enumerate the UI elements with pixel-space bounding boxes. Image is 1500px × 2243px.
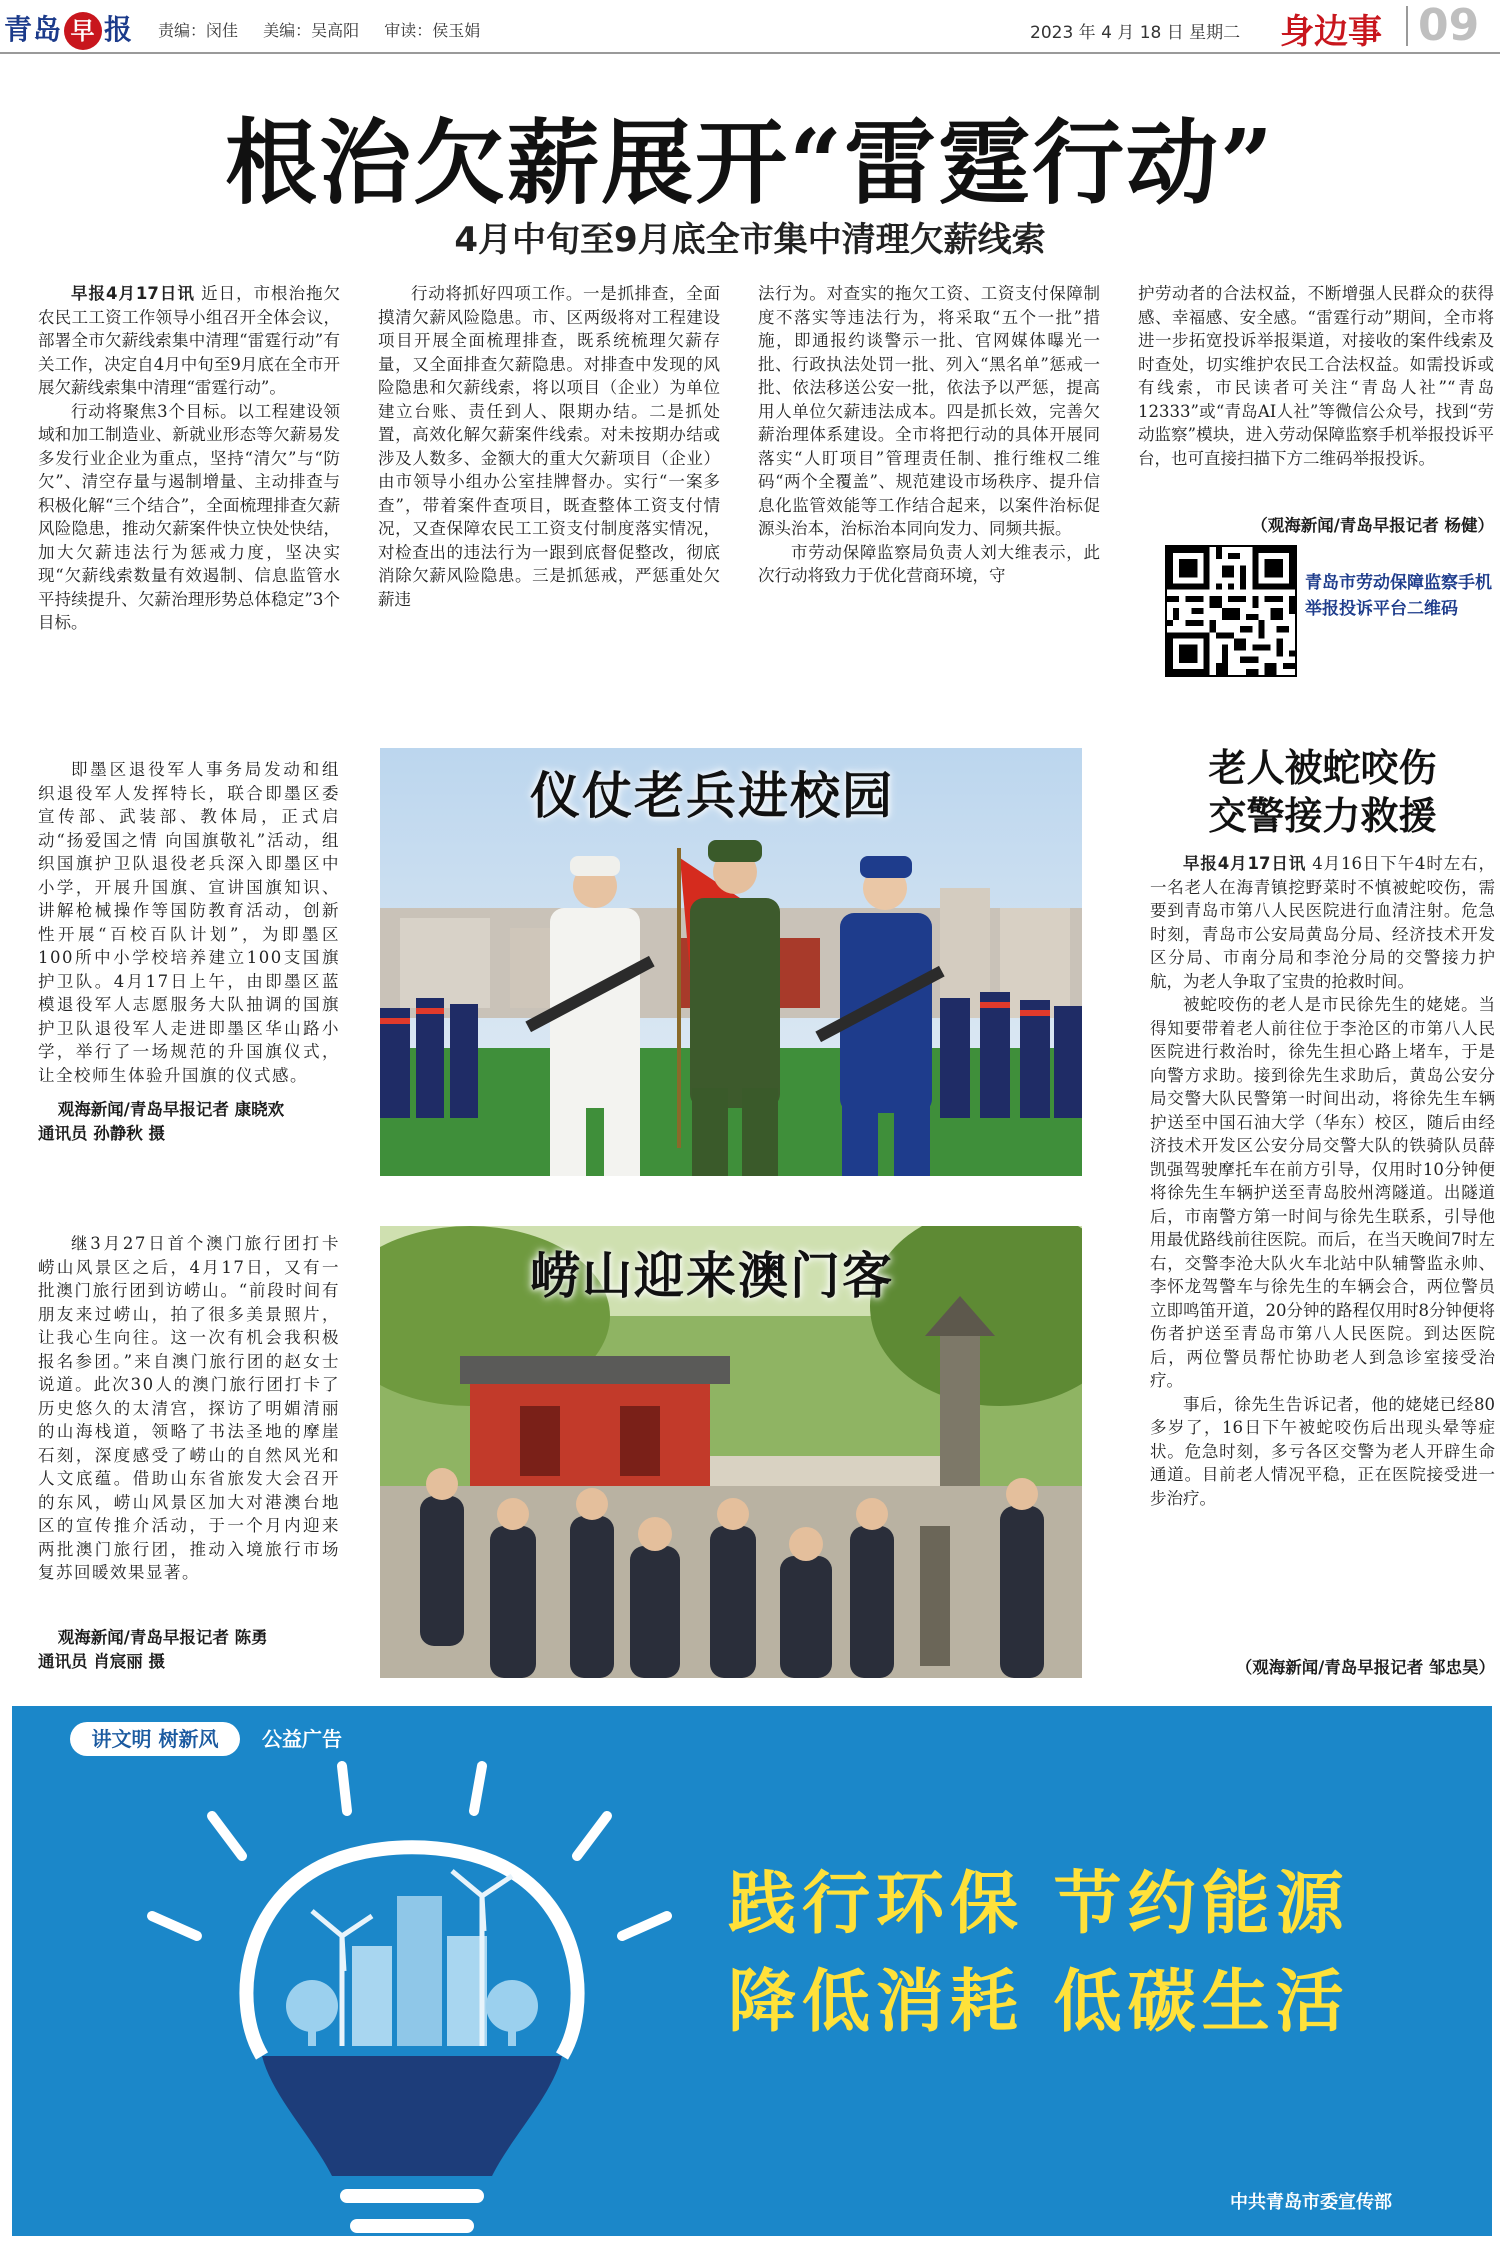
header-divider [1406, 6, 1408, 46]
lead-column-2 [378, 282, 720, 682]
paragraph [758, 282, 1100, 541]
lead-column-4 [1138, 282, 1494, 502]
veterans-byline [38, 1098, 340, 1146]
paragraph [1150, 852, 1495, 993]
byline-correspondent: 通讯员 肖宸丽 摄 [38, 1652, 165, 1671]
paragraph-text: 即墨区退役军人事务局发动和组织退役军人发挥特长，联合即墨区委宣传部、武装部、教体局，正式启动“扬爱国之情 向国旗敬礼”活动，组织国旗护卫队退役老兵深入即墨区中小学，开展升国旗、宣讲国旗知识、讲解枪械操作等国防教育活动，创新性开展“百校百队计划”，为即墨区100所中小学校培养建立100支国旗护卫队。4月17日上午，由即墨区蓝模退役军人志愿服务大队抽调的国旗护卫队退役军人走进即墨区华山路小学，举行了一场规范的升国旗仪式，让全校师生体验升国旗的仪式感。 [38, 760, 340, 1085]
ad-slogan-line-2: 降低消耗 低碳生活 [728, 1963, 1350, 2042]
paragraph [1138, 282, 1494, 470]
macau-text [38, 1232, 340, 1624]
paragraph [38, 282, 340, 400]
snake-title-line-1: 老人被蛇咬伤 [1208, 745, 1437, 790]
macau-byline [38, 1626, 340, 1674]
paragraph [38, 758, 340, 1087]
lead-column-1 [38, 282, 340, 682]
ad-slogan-line-1: 践行环保 节约能源 [728, 1865, 1350, 1944]
paragraph [378, 282, 720, 611]
veterans-text [38, 758, 340, 1098]
ad-campaign-tag: 讲文明 树新风 [70, 1722, 240, 1756]
paragraph-text: 近日，市根治拖欠农民工工资工作领导小组召开全体会议，部署全市欠薪线索集中清理“雷霆行动”有关工作，决定自4月中旬至9月底在全市开展欠薪线索集中清理“雷霆行动”。 [38, 284, 340, 397]
byline-correspondent: 通讯员 孙静秋 摄 [38, 1124, 165, 1143]
ad-type-label: 公益广告 [262, 1727, 342, 1751]
qr-caption: 青岛市劳动保障监察手机举报投诉平台二维码 [1305, 573, 1492, 619]
veterans-photo-title: 仪仗老兵进校园 [530, 766, 894, 825]
paragraph-text: 护劳动者的合法权益，不断增强人民群众的获得感、幸福感、安全感。“雷霆行动”期间，全市将进一步拓宽投诉举报渠道，对接收的案件线索及时查处，切实维护农民工合法权益。如需投诉或有线索，市民读者可关注“青岛人社”“青岛12333”或“青岛AI人社”等微信公众号，找到“劳动监察”模块，进入劳动保障监察手机举报投诉平台，也可直接扫描下方二维码举报投诉。 [1138, 284, 1494, 468]
macau-photo [380, 1226, 1082, 1678]
paragraph [38, 1232, 340, 1585]
dateline: 早报4月17日讯 [1183, 854, 1307, 873]
lead-byline: （观海新闻/青岛早报记者 杨健） [1251, 516, 1494, 535]
qr-code-graphic [1167, 547, 1295, 675]
paragraph-text: 市劳动保障监察局负责人刘大维表示，此次行动将致力于优化营商环境，守 [758, 542, 1100, 585]
brand-part-3: 报 [104, 13, 134, 46]
paragraph [1150, 993, 1495, 1393]
page-number: 09 [1418, 0, 1480, 51]
editor-credit: 责编：闵佳 [158, 21, 239, 40]
snake-story-text [1150, 852, 1495, 1652]
editor-credits [158, 18, 500, 41]
paragraph-text: 继3月27日首个澳门旅行团打卡崂山风景区之后，4月17日，又有一批澳门旅行团到访崂山。“前段时间有朋友来过崂山，拍了很多美景照片，让我心生向往。这一次有机会我积极报名参团。”来自澳门旅行团的赵女士说道。此次30人的澳门旅行团打卡了历史悠久的太清宫，探访了明媚清丽的山海栈道，领略了书法圣地的摩崖石刻，深度感受了崂山的自然风光和人文底蕴。借助山东省旅发大会召开的东风，崂山风景区加大对港澳台地区的宣传推介活动，于一个月内迎来两批澳门旅行团，推动入境旅行市场复苏回暖效果显著。 [38, 1234, 340, 1582]
lead-subheadline: 4月中旬至9月底全市集中清理欠薪线索 [454, 220, 1046, 260]
paragraph [1150, 1393, 1495, 1511]
paragraph [758, 541, 1100, 588]
dateline: 早报4月17日讯 [71, 284, 195, 303]
paragraph [38, 400, 340, 635]
snake-byline: （观海新闻/青岛早报记者 邹忠昊） [1235, 1658, 1495, 1677]
issue-date: 2023 年 4 月 18 日 星期二 [1030, 23, 1241, 43]
snake-title-line-2: 交警接力救援 [1208, 793, 1437, 838]
paragraph-text: 4月16日下午4时左右，一名老人在海青镇挖野菜时不慎被蛇咬伤，需要到青岛市第八人民医院进行血清注射。危急时刻，青岛市公安局黄岛分局、经济技术开发区分局、市南分局和李沧分局的交警接力护航，为老人争取了宝贵的抢救时间。 [1150, 854, 1495, 991]
ad-signature: 中共青岛市委宣传部 [1230, 2192, 1392, 2213]
byline-reporter: 观海新闻/青岛早报记者 康晓欢 [57, 1100, 285, 1119]
byline-reporter: 观海新闻/青岛早报记者 陈勇 [57, 1628, 268, 1647]
veterans-photo [380, 748, 1082, 1176]
macau-photo-title: 崂山迎来澳门客 [530, 1246, 894, 1305]
qr-code[interactable] [1165, 545, 1297, 677]
header-rule [0, 52, 1500, 54]
lead-headline: 根治欠薪展开“雷霆行动” [225, 109, 1275, 217]
paragraph-text: 事后，徐先生告诉记者，他的姥姥已经80多岁了，16日下午被蛇咬伤后出现头晕等症状。危急时刻，多亏各区交警为老人开辟生命通道。目前老人情况平稳，正在医院接受进一步治疗。 [1150, 1394, 1495, 1508]
newspaper-logo [4, 8, 133, 50]
proofreader-credit: 审读：侯玉娟 [384, 21, 481, 40]
brand-part-1: 青岛 [4, 13, 63, 46]
art-editor-credit: 美编：吴高阳 [263, 21, 360, 40]
paragraph-text: 行动将抓好四项工作。一是抓排查，全面摸清欠薪风险隐患。市、区两级将对工程建设项目开展全面梳理排查，既系统梳理欠薪存量，又全面排查欠薪隐患。对排查中发现的风险隐患和欠薪线索，将以项目（企业）为单位建立台账、责任到人、限期办结。二是抓处置，高效化解欠薪案件线索。对未按期办结或涉及人数多、金额大的重大欠薪项目（企业）由市领导小组办公室挂牌督办。实行“一案多查”，带着案件查项目，既查整体工资支付情况，又查保障农民工工资支付制度落实情况，对检查出的违法行为一跟到底督促整改，彻底消除欠薪风险隐患。三是抓惩戒，严惩重处欠薪违 [378, 284, 720, 609]
snake-story-title [1150, 744, 1495, 840]
paragraph-text: 法行为。对查实的拖欠工资、工资支付保障制度不落实等违法行为，将采取“五个一批”措施，即通报约谈警示一批、官网媒体曝光一批、行政执法处罚一批、列入“黑名单”惩戒一批、依法移送公安一批，依法予以严惩，提高用人单位欠薪违法成本。四是抓长效，完善欠薪治理体系建设。全市将把行动的具体开展同落实“人盯项目”管理责任制、推行维权二维码“两个全覆盖”、规范建设市场秩序、提升信息化监管效能等工作结合起来，以案件治标促源头治本，治标治本同向发力、同频共振。 [758, 284, 1100, 538]
paragraph-text: 被蛇咬伤的老人是市民徐先生的姥姥。当得知要带着老人前往位于李沧区的市第八人民医院进行救治时，徐先生担心路上堵车，于是向警方求助。接到徐先生求助后，黄岛公安分局交警大队民警第一时间出动，将徐先生车辆护送至中国石油大学（华东）校区，随后由经济技术开发区公安分局交警大队的铁骑队员薛凯强驾驶摩托车在前方引导，仅用时10分钟便将徐先生车辆护送至青岛胶州湾隧道。出隧道后，市南警方第一时间与徐先生联系，引导他用最优路线前往医院。而后，在当天晚间7时左右，交警李沧大队火车北站中队辅警监永帅、李怀龙驾警车与徐先生的车辆会合，两位警员立即鸣笛开道，20分钟的路程仅用时8分钟便将伤者护送至青岛市第八人民医院。到达医院后，两位警员帮忙协助老人到急诊室接受治疗。 [1150, 995, 1495, 1390]
brand-zao-badge: 早 [64, 12, 102, 50]
lead-column-3 [758, 282, 1100, 682]
paragraph-text: 行动将聚焦3个目标。以工程建设领域和加工制造业、新就业形态等欠薪易发多发行业企业为重点，坚持“清欠”与“防欠”、清空存量与遏制增量、主动排查与积极化解“三个结合”，全面梳理排查欠薪风险隐患，推动欠薪案件快立快处快结，加大欠薪违法行为惩戒力度，坚决实现“欠薪线索数量有效遏制、信息监管水平持续提升、欠薪治理形势总体稳定”3个目标。 [38, 401, 340, 632]
section-title: 身边事 [1280, 12, 1382, 52]
